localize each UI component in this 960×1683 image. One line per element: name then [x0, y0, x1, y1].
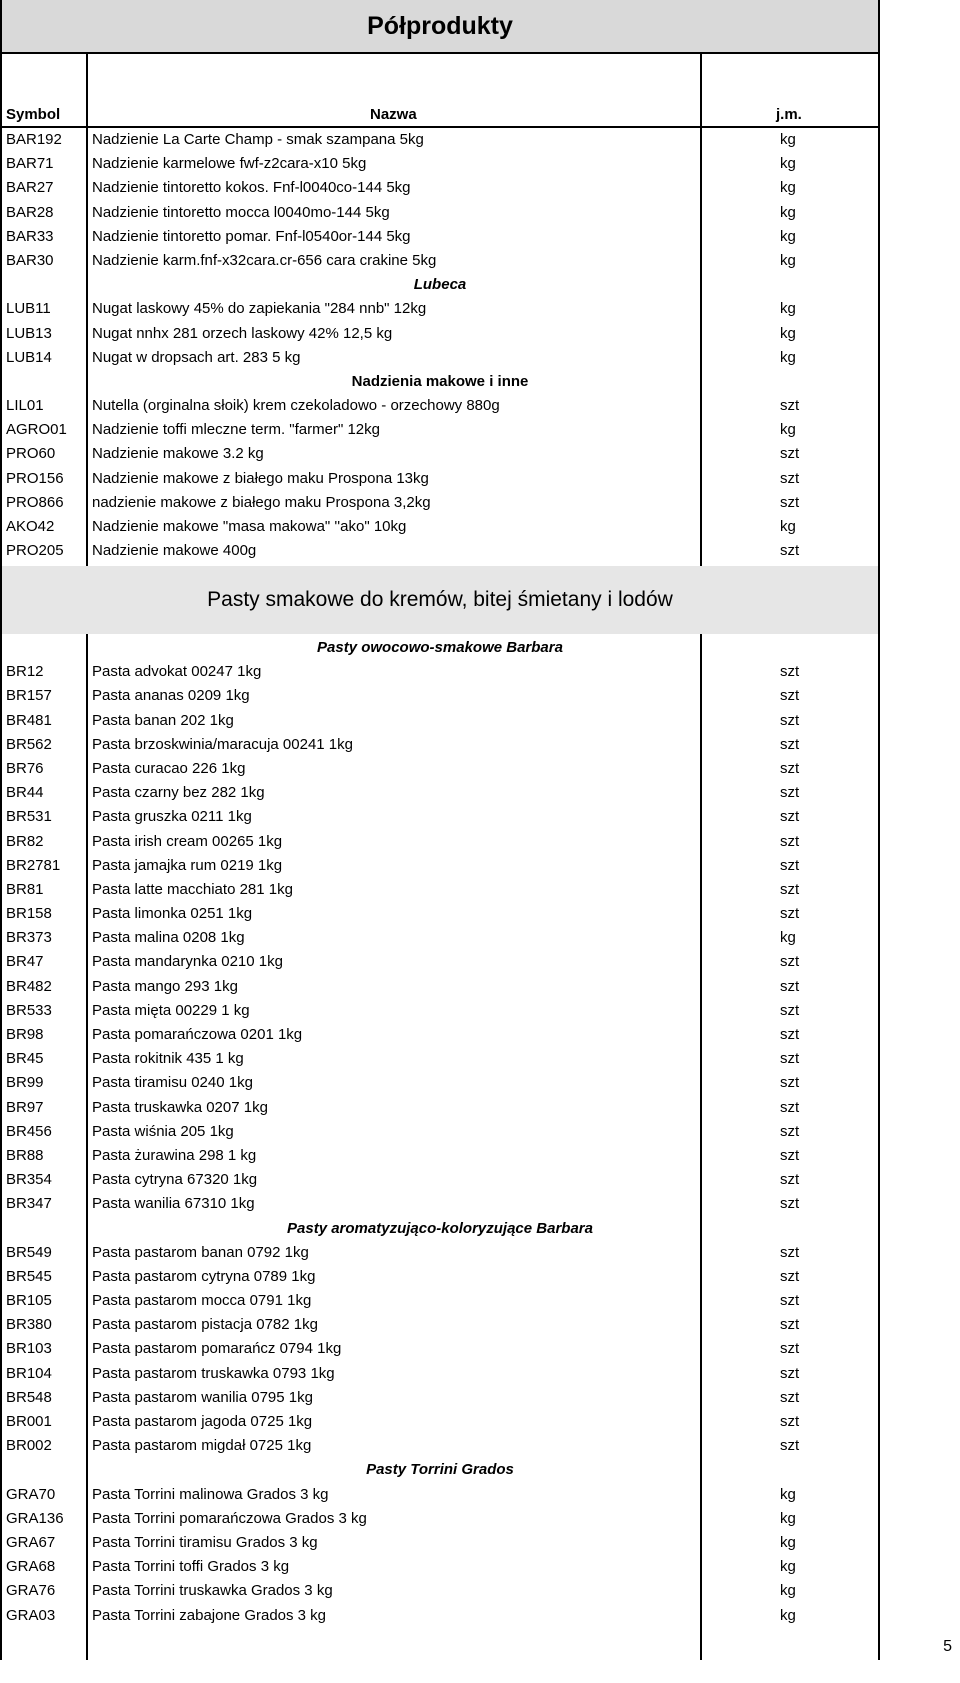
symbol-cell: BR45 — [6, 1050, 44, 1068]
name-cell: Pasta advokat 00247 1kg — [92, 663, 262, 681]
unit-cell: szt — [780, 856, 800, 874]
table-row — [2, 1337, 878, 1361]
table-row — [2, 128, 878, 152]
name-cell: Pasta wanilia 67310 1kg — [92, 1195, 255, 1213]
name-cell: Nadzienie makowe "masa makowa" ''ako" 10kg — [92, 518, 407, 535]
name-cell: Pasta curacao 226 1kg — [92, 759, 246, 777]
symbol-cell: BR347 — [6, 1195, 52, 1213]
symbol-cell: BR12 — [6, 663, 44, 681]
name-cell: Nadzienie tintoretto mocca l0040mo-144 5kg — [92, 203, 390, 221]
table-row — [2, 1362, 878, 1386]
table-row — [2, 950, 878, 974]
table-row — [2, 757, 878, 781]
unit-cell: szt — [780, 445, 800, 463]
subsection-heading — [2, 1458, 878, 1482]
table-row — [2, 442, 878, 466]
unit-cell: kg — [780, 1509, 796, 1527]
symbol-cell: PRO866 — [6, 493, 64, 511]
unit-cell: kg — [780, 1485, 796, 1503]
name-cell: nadzienie makowe z białego maku Prospona 3,2kg — [92, 493, 431, 511]
name-cell: Nadzienie karmelowe fwf-z2cara-x10 5kg — [92, 155, 367, 173]
table-row — [2, 249, 878, 273]
unit-cell: szt — [780, 880, 800, 898]
unit-cell: szt — [780, 1388, 800, 1406]
symbol-cell: BR88 — [6, 1146, 44, 1164]
unit-cell: szt — [780, 784, 800, 802]
table-row — [2, 1096, 878, 1120]
symbol-cell: BR002 — [6, 1437, 52, 1455]
symbol-cell: BR456 — [6, 1122, 52, 1140]
name-cell: Pasta Torrini pomarańczowa Grados 3 kg — [92, 1509, 367, 1527]
name-cell: Nadzienie makowe 400g — [92, 542, 257, 560]
table-row — [2, 1047, 878, 1071]
table-row — [2, 1604, 878, 1628]
name-cell: Pasta truskawka 0207 1kg — [92, 1098, 268, 1116]
table-row — [2, 225, 878, 249]
symbol-cell: LUB13 — [6, 324, 52, 342]
table-row — [2, 1579, 878, 1603]
symbol-cell: GRA70 — [6, 1485, 56, 1503]
name-cell: Pasta pastarom pistacja 0782 1kg — [92, 1316, 318, 1334]
table-row — [2, 781, 878, 805]
table-row — [2, 1023, 878, 1047]
unit-cell: kg — [780, 179, 796, 197]
unit-cell: kg — [780, 421, 796, 439]
symbol-cell: BR99 — [6, 1074, 44, 1092]
subsection-title: Lubeca — [413, 276, 467, 294]
unit-cell: kg — [780, 929, 796, 947]
name-cell: Nugat w dropsach art. 283 5 kg — [92, 348, 301, 366]
unit-cell: szt — [780, 1437, 800, 1455]
name-cell: Nadzienie toffi mleczne term. "farmer" 12kg — [92, 421, 380, 439]
unit-cell: kg — [780, 131, 796, 148]
symbol-cell: GRA67 — [6, 1533, 56, 1551]
unit-cell: szt — [780, 711, 800, 729]
name-cell: Pasta pastarom migdał 0725 1kg — [92, 1437, 312, 1455]
name-cell: Nadzienie karm.fnf-x32cara.cr-656 cara crakine 5kg — [92, 251, 437, 269]
unit-cell: szt — [780, 1364, 800, 1382]
header-name: Nazwa — [370, 106, 417, 123]
symbol-cell: BR103 — [6, 1340, 52, 1358]
table-row — [2, 709, 878, 733]
symbol-cell: BAR33 — [6, 227, 54, 245]
table-row — [2, 491, 878, 515]
unit-cell: szt — [780, 1195, 800, 1213]
symbol-cell: BR481 — [6, 711, 52, 729]
unit-cell: kg — [780, 203, 796, 221]
rows-upper — [2, 128, 878, 563]
table-row — [2, 1410, 878, 1434]
unit-cell: szt — [780, 1243, 800, 1261]
table-row — [2, 322, 878, 346]
unit-cell: szt — [780, 1074, 800, 1092]
symbol-cell: BR482 — [6, 977, 52, 995]
rows-lower — [2, 636, 878, 1628]
unit-cell: szt — [780, 1001, 800, 1019]
symbol-cell: BR97 — [6, 1098, 44, 1116]
symbol-cell: PRO205 — [6, 542, 64, 560]
name-cell: Nadzienie makowe z białego maku Prospona 13kg — [92, 469, 429, 487]
table-row — [2, 830, 878, 854]
symbol-cell: GRA76 — [6, 1582, 56, 1600]
symbol-cell: GRA03 — [6, 1606, 56, 1624]
name-cell: Pasta Torrini truskawka Grados 3 kg — [92, 1582, 333, 1600]
symbol-cell: BR82 — [6, 832, 44, 850]
unit-cell: szt — [780, 1267, 800, 1285]
subsection-title: Pasty aromatyzująco-koloryzujące Barbara — [287, 1219, 593, 1237]
name-cell: Nadzienie tintoretto pomar. Fnf-l0540or-144 5kg — [92, 227, 411, 245]
symbol-cell: BR104 — [6, 1364, 52, 1382]
name-cell: Pasta latte macchiato 281 1kg — [92, 880, 293, 898]
table-row — [2, 1289, 878, 1313]
unit-cell: szt — [780, 397, 800, 415]
symbol-cell: BR001 — [6, 1413, 52, 1430]
unit-cell: szt — [780, 493, 800, 511]
table-row — [2, 854, 878, 878]
table-row — [2, 1144, 878, 1168]
symbol-cell: LUB14 — [6, 348, 52, 366]
table-row — [2, 733, 878, 757]
name-cell: Pasta żurawina 298 1 kg — [92, 1146, 257, 1164]
symbol-cell: PRO60 — [6, 445, 56, 463]
name-cell: Nugat nnhx 281 orzech laskowy 42% 12,5 kg — [92, 324, 393, 342]
name-cell: Pasta pastarom mocca 0791 1kg — [92, 1292, 312, 1310]
symbol-cell: LUB11 — [6, 300, 51, 318]
symbol-cell: BR354 — [6, 1171, 52, 1189]
table-row — [2, 515, 878, 539]
name-cell: Pasta tiramisu 0240 1kg — [92, 1074, 253, 1092]
table-row — [2, 467, 878, 491]
name-cell: Pasta banan 202 1kg — [92, 711, 234, 729]
name-cell: Pasta pastarom pomarańcz 0794 1kg — [92, 1340, 342, 1358]
name-cell: Nugat laskowy 45% do zapiekania "284 nnb" 12kg — [92, 300, 427, 318]
name-cell: Pasta mandarynka 0210 1kg — [92, 953, 283, 971]
symbol-cell: BR531 — [6, 808, 52, 826]
unit-cell: kg — [780, 251, 796, 269]
unit-cell: szt — [780, 832, 800, 850]
table-row — [2, 1168, 878, 1192]
subsection-heading — [2, 1217, 878, 1241]
table-row — [2, 975, 878, 999]
unit-cell: szt — [780, 1292, 800, 1310]
symbol-cell: BR81 — [6, 880, 44, 898]
unit-cell: szt — [780, 1098, 800, 1116]
unit-cell: szt — [780, 663, 800, 681]
name-cell: Pasta ananas 0209 1kg — [92, 687, 250, 705]
symbol-cell: GRA136 — [6, 1509, 64, 1527]
symbol-cell: BR98 — [6, 1026, 44, 1043]
unit-cell: szt — [780, 1122, 800, 1140]
name-cell: Pasta pastarom jagoda 0725 1kg — [92, 1413, 313, 1430]
unit-cell: szt — [780, 1316, 800, 1334]
symbol-cell: PRO156 — [6, 469, 64, 487]
unit-cell: szt — [780, 905, 800, 923]
symbol-cell: BR549 — [6, 1243, 52, 1261]
table-row — [2, 1071, 878, 1095]
name-cell: Nutella (orginalna słoik) krem czekoladowo - orzechowy 880g — [92, 397, 500, 415]
subsection-heading — [2, 370, 878, 394]
name-cell: Pasta cytryna 67320 1kg — [92, 1171, 258, 1189]
name-cell: Pasta Torrini zabajone Grados 3 kg — [92, 1606, 327, 1624]
table-row — [2, 902, 878, 926]
unit-cell: kg — [780, 348, 796, 366]
name-cell: Pasta rokitnik 435 1 kg — [92, 1050, 244, 1068]
page-title: Półprodukty — [2, 0, 878, 54]
name-cell: Pasta Torrini toffi Grados 3 kg — [92, 1558, 290, 1576]
table-row — [2, 297, 878, 321]
table-row — [2, 539, 878, 563]
symbol-cell: BR545 — [6, 1267, 52, 1285]
unit-cell: kg — [780, 324, 796, 342]
table-row — [2, 1507, 878, 1531]
symbol-cell: BR158 — [6, 905, 52, 923]
unit-cell: kg — [780, 1606, 796, 1624]
name-cell: Pasta pastarom cytryna 0789 1kg — [92, 1267, 316, 1285]
name-cell: Pasta malina 0208 1kg — [92, 929, 245, 947]
unit-cell: kg — [780, 155, 796, 173]
symbol-cell: GRA68 — [6, 1558, 56, 1576]
unit-cell: kg — [780, 1533, 796, 1551]
table-row — [2, 152, 878, 176]
table-row — [2, 1313, 878, 1337]
unit-cell: szt — [780, 1171, 800, 1189]
header-symbol: Symbol — [6, 106, 61, 123]
unit-cell: kg — [780, 518, 796, 535]
name-cell: Pasta limonka 0251 1kg — [92, 905, 253, 923]
name-cell: Pasta irish cream 00265 1kg — [92, 832, 283, 850]
name-cell: Pasta mango 293 1kg — [92, 977, 238, 995]
unit-cell: kg — [780, 227, 796, 245]
unit-cell: kg — [780, 1558, 796, 1576]
table-row — [2, 1531, 878, 1555]
table-row — [2, 805, 878, 829]
name-cell: Nadzienie La Carte Champ - smak szampana 5kg — [92, 131, 424, 148]
name-cell: Pasta czarny bez 282 1kg — [92, 784, 265, 802]
unit-cell: szt — [780, 1146, 800, 1164]
table-row — [2, 684, 878, 708]
table-row — [2, 926, 878, 950]
name-cell: Pasta gruszka 0211 1kg — [92, 808, 252, 826]
section-heading-pasty: Pasty smakowe do kremów, bitej śmietany i lodów — [2, 566, 878, 634]
symbol-cell: BAR27 — [6, 179, 54, 197]
name-cell: Pasta Torrini malinowa Grados 3 kg — [92, 1485, 329, 1503]
table-row — [2, 1555, 878, 1579]
unit-cell: szt — [780, 542, 800, 560]
table-row — [2, 1120, 878, 1144]
table-row — [2, 1192, 878, 1216]
table-row — [2, 201, 878, 225]
name-cell: Pasta pomarańczowa 0201 1kg — [92, 1026, 303, 1043]
symbol-cell: LIL01 — [6, 397, 44, 415]
symbol-cell: BR548 — [6, 1388, 52, 1406]
symbol-cell: AKO42 — [6, 518, 55, 535]
symbol-cell: BR562 — [6, 735, 52, 753]
table-row — [2, 1265, 878, 1289]
table-row — [2, 418, 878, 442]
unit-cell: szt — [780, 1050, 800, 1068]
unit-cell: szt — [780, 735, 800, 753]
symbol-cell: BAR71 — [6, 155, 54, 173]
table-row — [2, 394, 878, 418]
symbol-cell: BAR28 — [6, 203, 54, 221]
subsection-title: Pasty Torrini Grados — [366, 1461, 514, 1479]
symbol-cell: BR76 — [6, 759, 44, 777]
table-row — [2, 346, 878, 370]
symbol-cell: BR44 — [6, 784, 44, 802]
unit-cell: szt — [780, 759, 800, 777]
unit-cell: szt — [780, 469, 800, 487]
name-cell: Pasta Torrini tiramisu Grados 3 kg — [92, 1533, 318, 1551]
name-cell: Pasta pastarom banan 0792 1kg — [92, 1243, 309, 1261]
name-cell: Pasta jamajka rum 0219 1kg — [92, 856, 283, 874]
symbol-cell: BAR30 — [6, 251, 54, 269]
table-row — [2, 1434, 878, 1458]
table-row — [2, 1241, 878, 1265]
subsection-title: Pasty owocowo-smakowe Barbara — [317, 639, 563, 656]
name-cell: Pasta mięta 00229 1 kg — [92, 1001, 250, 1019]
name-cell: Nadzienie makowe 3.2 kg — [92, 445, 264, 463]
unit-cell: kg — [780, 300, 796, 318]
symbol-cell: BR2781 — [6, 856, 61, 874]
table-row — [2, 176, 878, 200]
table-row — [2, 660, 878, 684]
symbol-cell: BR105 — [6, 1292, 52, 1310]
table-row — [2, 1483, 878, 1507]
page-number: 5 — [943, 1638, 952, 1655]
name-cell: Pasta brzoskwinia/maracuja 00241 1kg — [92, 735, 353, 753]
unit-cell: szt — [780, 953, 800, 971]
symbol-cell: AGRO01 — [6, 421, 67, 439]
subsection-title: Nadzienia makowe i inne — [351, 372, 529, 390]
subsection-heading — [2, 636, 878, 660]
unit-cell: szt — [780, 1413, 800, 1430]
unit-cell: szt — [780, 1340, 800, 1358]
subsection-heading — [2, 273, 878, 297]
name-cell: Pasta pastarom wanilia 0795 1kg — [92, 1388, 313, 1406]
symbol-cell: BR157 — [6, 687, 52, 705]
unit-cell: szt — [780, 687, 800, 705]
unit-cell: szt — [780, 808, 800, 826]
right-border — [878, 0, 880, 1660]
table-row — [2, 999, 878, 1023]
header-unit: j.m. — [776, 106, 802, 123]
name-cell: Nadzienie tintoretto kokos. Fnf-l0040co-144 5kg — [92, 179, 411, 197]
symbol-cell: BR47 — [6, 953, 44, 971]
name-cell: Pasta pastarom truskawka 0793 1kg — [92, 1364, 335, 1382]
symbol-cell: BR380 — [6, 1316, 52, 1334]
unit-cell: szt — [780, 977, 800, 995]
unit-cell: szt — [780, 1026, 800, 1043]
symbol-cell: BAR192 — [6, 131, 62, 148]
symbol-cell: BR373 — [6, 929, 52, 947]
symbol-cell: BR533 — [6, 1001, 52, 1019]
table-row — [2, 1386, 878, 1410]
table-row — [2, 878, 878, 902]
unit-cell: kg — [780, 1582, 796, 1600]
name-cell: Pasta wiśnia 205 1kg — [92, 1122, 234, 1140]
